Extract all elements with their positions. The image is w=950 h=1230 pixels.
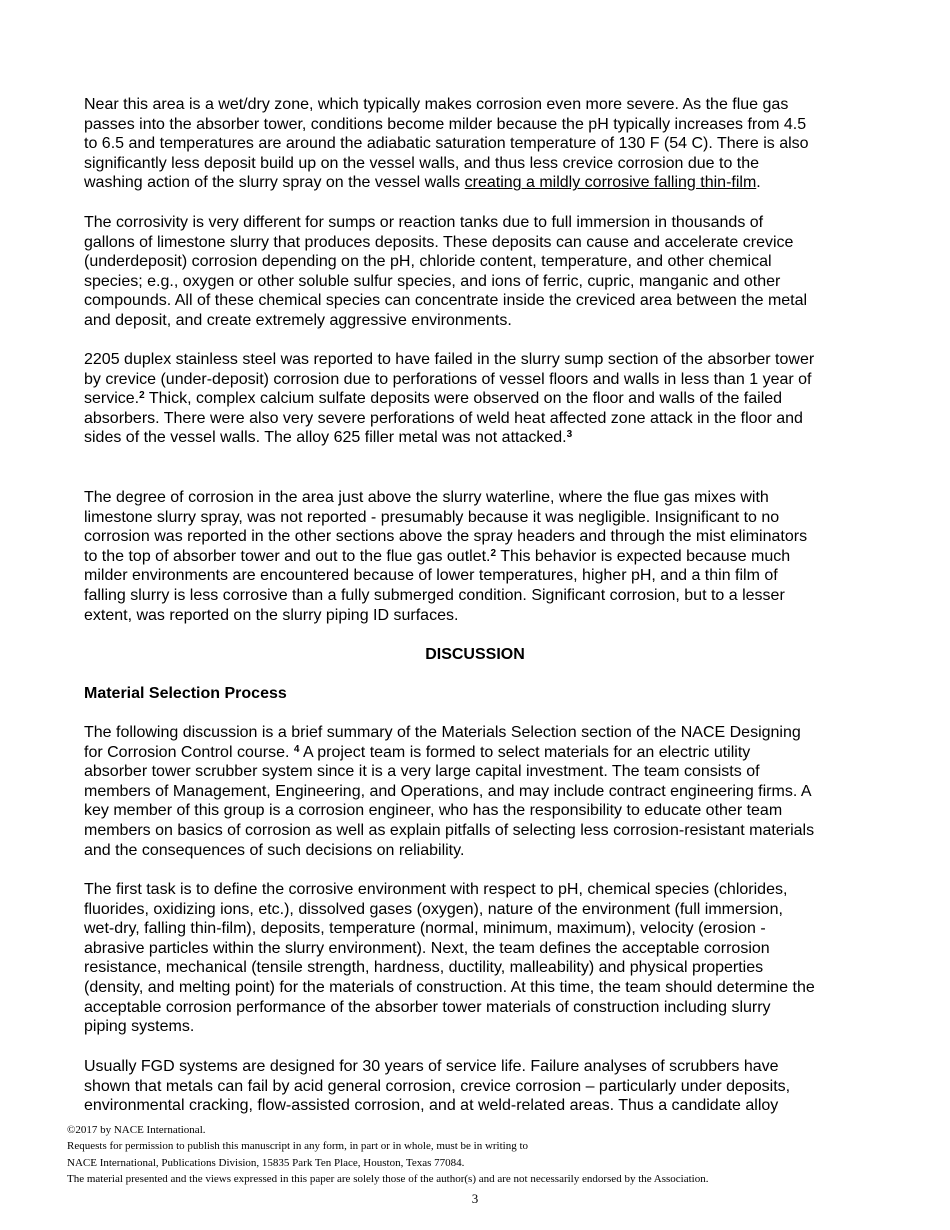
text-line: absorber tower scrubber system since it is a very large capital investment. The team consists of: [84, 763, 760, 781]
paragraph-wet-dry-zone: [84, 95, 884, 193]
text-line: environmental cracking, flow-assisted corrosion, and at weld-related areas. Thus a candidate alloy: [84, 1097, 779, 1115]
text-line: compounds. All of these chemical species can concentrate inside the creviced area between the metal: [84, 292, 808, 310]
subsection-heading: Material Selection Process: [84, 685, 287, 702]
text-line: to 6.5 and temperatures are around the adiabatic saturation temperature of 130 F (54 C). There is also: [84, 135, 809, 153]
text-line: The corrosivity is very different for sumps or reaction tanks due to full immersion in thousands of: [84, 214, 764, 231]
text-line: [84, 743, 884, 763]
paragraph-define-environment: [84, 880, 884, 1037]
paragraph-sump-corrosivity: [84, 213, 884, 331]
text-line: significantly less deposit build up on the vessel walls, and thus less crevice corrosion due to the: [84, 154, 760, 172]
text-line: The degree of corrosion in the area just above the slurry waterline, where the flue gas mixes with: [84, 489, 769, 506]
text-line: and deposit, and create extremely aggressive environments.: [84, 311, 512, 329]
text-segment: Thick, complex calcium sulfate deposits were observed on the floor and walls of the failed: [144, 390, 783, 408]
text-line: by crevice (under-deposit) corrosion due to perforations of vessel floors and walls in less than 1 year of: [84, 370, 812, 388]
text-line: resistance, mechanical (tensile strength, hardness, ductility, malleability) and physical properties: [84, 959, 764, 977]
text-line: piping systems.: [84, 1018, 195, 1036]
text-line: wet-dry, falling thin-film), deposits, temperature (normal, minimum, maximum), velocity (erosion -: [84, 920, 766, 938]
text-line: gallons of limestone slurry that produces deposits. These deposits can cause and accelerate crevice: [84, 233, 794, 251]
text-line: extent, was reported on the slurry piping ID surfaces.: [84, 606, 459, 624]
text-line: [84, 173, 884, 193]
paragraph-selection-summary: [84, 723, 884, 860]
text-segment: for Corrosion Control course.: [84, 743, 294, 761]
page-number: 3: [471, 1191, 479, 1206]
text-line: acceptable corrosion performance of the absorber tower materials of construction including slurry: [84, 998, 771, 1016]
text-line: absorbers. There were also very severe perforations of weld heat affected zone attack in the floor and: [84, 409, 803, 427]
paragraph-waterline-corrosion: [84, 488, 884, 625]
text-line: The first task is to define the corrosive environment with respect to pH, chemical species (chlorides,: [84, 881, 788, 898]
text-line: key member of this group is a corrosion engineer, who has the responsibility to educate other team: [84, 802, 783, 820]
text-line: [84, 389, 884, 409]
text-segment: to the top of absorber tower and out to the flue gas outlet.: [84, 547, 491, 565]
underlined-phrase: creating a mildly corrosive falling thin-film: [464, 174, 757, 192]
text-line: members of Management, Engineering, and Operations, and may include contract engineering firms. A: [84, 782, 812, 800]
reference-superscript: 3: [566, 429, 573, 441]
text-line: [84, 547, 884, 567]
text-segment: A project team is formed to select materials for an electric utility: [299, 743, 751, 761]
text-line: limestone slurry spray, was not reported - presumably because it was negligible. Insignificant to no: [84, 508, 780, 526]
text-segment: service.: [84, 390, 140, 408]
reference-superscript: 4: [293, 743, 300, 755]
text-line: falling slurry is less corrosive than a fully submerged condition. Significant corrosion, but to a lesser: [84, 586, 785, 604]
reference-superscript: 2: [139, 390, 145, 402]
paragraph-duplex-failure: [84, 350, 884, 448]
text-line: and the consequences of such decisions on reliability.: [84, 841, 465, 859]
section-heading: DISCUSSION: [425, 646, 525, 663]
footer-line: ©2017 by NACE International.: [67, 1124, 206, 1136]
text-segment: sides of the vessel walls. The alloy 625 filler metal was not attacked.: [84, 429, 567, 447]
text-line: passes into the absorber tower, conditions become milder because the pH typically increases from 4.5: [84, 115, 807, 133]
text-line: Near this area is a wet/dry zone, which typically makes corrosion even more severe. As the flue gas: [84, 96, 789, 113]
copyright-footer: [67, 1122, 708, 1187]
footer-line: The material presented and the views expressed in this paper are solely those of the author(s) and are not necessarily endorsed by the Association.: [67, 1172, 709, 1185]
text-line: fluorides, oxidizing ions, etc.), dissolved gases (oxygen), nature of the environment (full immersion,: [84, 900, 783, 918]
footer-line: NACE International, Publications Division, 15835 Park Ten Place, Houston, Texas 77084.: [67, 1156, 465, 1169]
text-line: [84, 428, 884, 448]
text-line: corrosion was reported in the other sections above the spray headers and through the mist eliminators: [84, 528, 808, 546]
paragraph-service-life: [84, 1057, 884, 1116]
text-line: abrasive particles within the slurry environment). Next, the team defines the acceptable corrosion: [84, 939, 770, 957]
footer-line: Requests for permission to publish this manuscript in any form, in part or in whole, must be in writing to: [67, 1140, 529, 1153]
text-line: (underdeposit) corrosion depending on the pH, chloride content, temperature, and other chemical: [84, 253, 772, 271]
text-segment: washing action of the slurry spray on the vessel walls: [84, 174, 465, 192]
text-line: milder environments are encountered because of lower temperatures, higher pH, and a thin film of: [84, 567, 778, 585]
text-line: The following discussion is a brief summary of the Materials Selection section of the NACE Designing: [84, 724, 801, 741]
text-line: (density, and melting point) for the materials of construction. At this time, the team should determine the: [84, 978, 815, 996]
text-segment: .: [756, 174, 761, 192]
reference-superscript: 2: [490, 547, 497, 559]
text-segment: This behavior is expected because much: [496, 547, 791, 565]
text-line: shown that metals can fail by acid general corrosion, crevice corrosion – particularly under deposits,: [84, 1077, 791, 1095]
text-line: members on basics of corrosion as well as explain pitfalls of selecting less corrosion-resistant materials: [84, 821, 815, 839]
text-line: species; e.g., oxygen or other soluble sulfur species, and ions of ferric, cupric, manganic and other: [84, 272, 781, 290]
text-line: Usually FGD systems are designed for 30 years of service life. Failure analyses of scrubbers have: [84, 1058, 779, 1075]
text-line: 2205 duplex stainless steel was reported to have failed in the slurry sump section of the absorber tower: [84, 351, 815, 368]
